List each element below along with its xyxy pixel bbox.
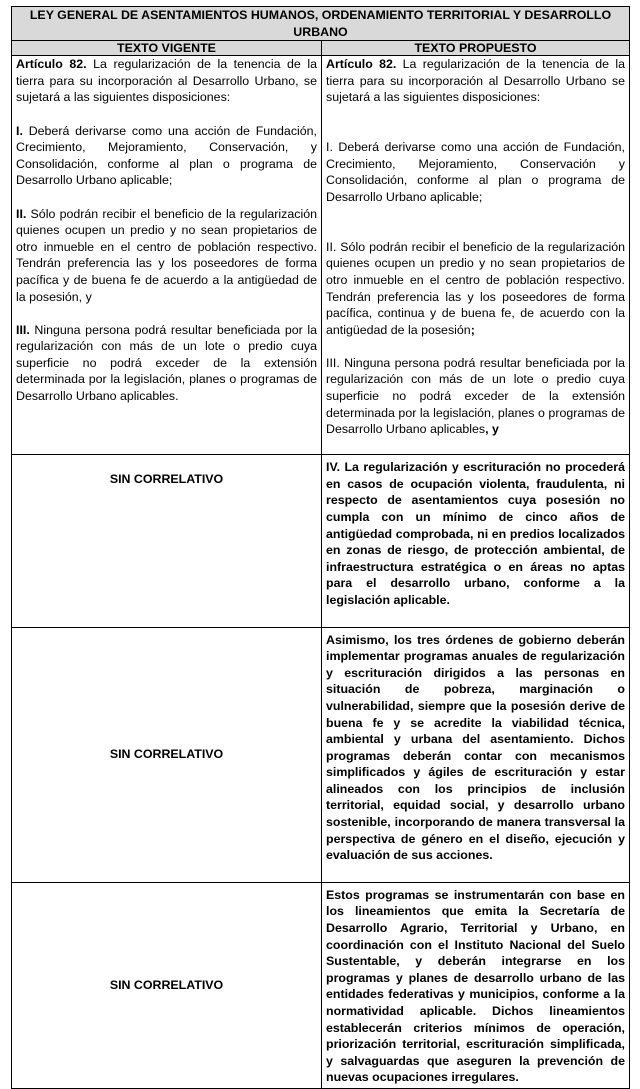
propuesto-parrafo-lineamientos: Estos programas se instrumentarán con base en los lineamientos que emita la Secretaría de Desarrollo Agrario, Territorial y Urbano, en coordinación con el Instituto Nacional del Suelo Sustentable, y deberán integrarse en los programas y planes de desarrollo urbano de las entidades federativas y municipios, conforme a la normatividad aplicable. Dichos lineamientos establecerán criterios mínimos de operación, priorización territorial, escrituración simplificada, y salvaguardas que aseguren la prevención de nuevas ocupaciones irregulares.: [326, 887, 625, 1085]
vigente-article-82: Artículo 82. La regularización de la tenencia de la tierra para su incorporación al Desarrollo Urbano, se sujetará a las siguientes disposiciones:: [16, 57, 317, 105]
sin-correlativo-label: SIN CORRELATIVO: [109, 472, 224, 487]
propuesto-parrafo-asimismo: Asimismo, los tres órdenes de gobierno deberán implementar programas anuales de regularización y escrituración dirigidos a las personas en situación de pobreza, marginación o vulnerabilidad, siempre que la posesión derive de buena fe y se acredite la viabilidad técnica, ambiental y urbana del asentamiento. Dichos programas deberán contar con mecanismos simplificados y ágiles de escrituración y estar alineados con los principios de inclusión territorial, equidad social, y desarrollo urbano sostenible, incorporando de manera transversal la perspectiva de género en el diseño, ejecución y evaluación de sus acciones.: [326, 632, 625, 863]
propuesto-fraccion-2: II. Sólo podrán recibir el beneficio de la regularización quienes ocupen un predio y no sean propietarios de otro inmueble en el centro de población respectivo. Tendrán preferencia las y los poseedores de forma pacífica, continua y de buena fe, de acuerdo con la antigüedad de la posesión;: [326, 239, 625, 337]
sin-correlativo-label: SIN CORRELATIVO: [109, 978, 224, 993]
propuesto-row-6: [322, 882, 630, 1088]
vigente-cell: [12, 56, 322, 455]
propuesto-fraccion-3: III. Ninguna persona podrá resultar beneficiada por la regularización con más de un lote o predio cuya superficie no podrá exceder de la extensión determinada por la legislación, planes o programas de Desarrollo Urbano aplicables, y: [326, 355, 625, 437]
vigente-row-5: [12, 627, 322, 882]
column-header-vigente: TEXTO VIGENTE: [12, 41, 322, 56]
column-header-propuesto: TEXTO PROPUESTO: [322, 41, 630, 56]
vigente-fraccion-3: III. Ninguna persona podrá resultar beneficiada por la regularización con más de un lote o predio cuya superficie no podrá exceder de la extensión determinada por la legislación, planes o programas de Desarrollo Urbano aplicables.: [16, 322, 317, 404]
vigente-row-6: [12, 882, 322, 1088]
vigente-fraccion-1: I. Deberá derivarse como una acción de Fundación, Crecimiento, Mejoramiento, Conservación, y Consolidación, conforme al plan o programa de Desarrollo Urbano aplicable;: [16, 123, 317, 188]
propuesto-cell: [322, 56, 630, 455]
propuesto-row-5: [322, 627, 630, 882]
propuesto-row-4: [322, 455, 630, 627]
law-title: LEY GENERAL DE ASENTAMIENTOS HUMANOS, ORDENAMIENTO TERRITORIAL Y DESARROLLO URBANO: [12, 7, 630, 41]
comparison-table: [11, 6, 630, 1089]
sin-correlativo-label: SIN CORRELATIVO: [109, 747, 224, 762]
propuesto-fraccion-4: IV. La regularización y escrituración no procederá en casos de ocupación violenta, fraudulenta, ni respecto de asentamientos cuya posesión no cumpla con un mínimo de cinco años de antigüedad comprobada, ni en predios localizados en zonas de riesgo, de protección ambiental, de infraestructura estratégica o en áreas no aptas para el desarrollo urbano, conforme a la legislación aplicable.: [326, 460, 625, 607]
vigente-row-4: [12, 455, 322, 627]
propuesto-article-82: Artículo 82. La regularización de la tenencia de la tierra para su incorporación al Desarrollo Urbano se sujetará a las siguientes disposiciones:: [326, 57, 625, 105]
propuesto-fraccion-1: I. Deberá derivarse como una acción de Fundación, Crecimiento, Mejoramiento, Conservación y Consolidación, conforme al plan o programa de Desarrollo Urbano aplicable;: [326, 140, 625, 204]
vigente-fraccion-2: II. Sólo podrán recibir el beneficio de la regularización quienes ocupen un predio y no sean propietarios de otro inmueble en el centro de población respectivo. Tendrán preferencia las y los poseedores de forma pacífica y de buena fe de acuerdo a la antigüedad de la posesión, y: [16, 206, 317, 304]
